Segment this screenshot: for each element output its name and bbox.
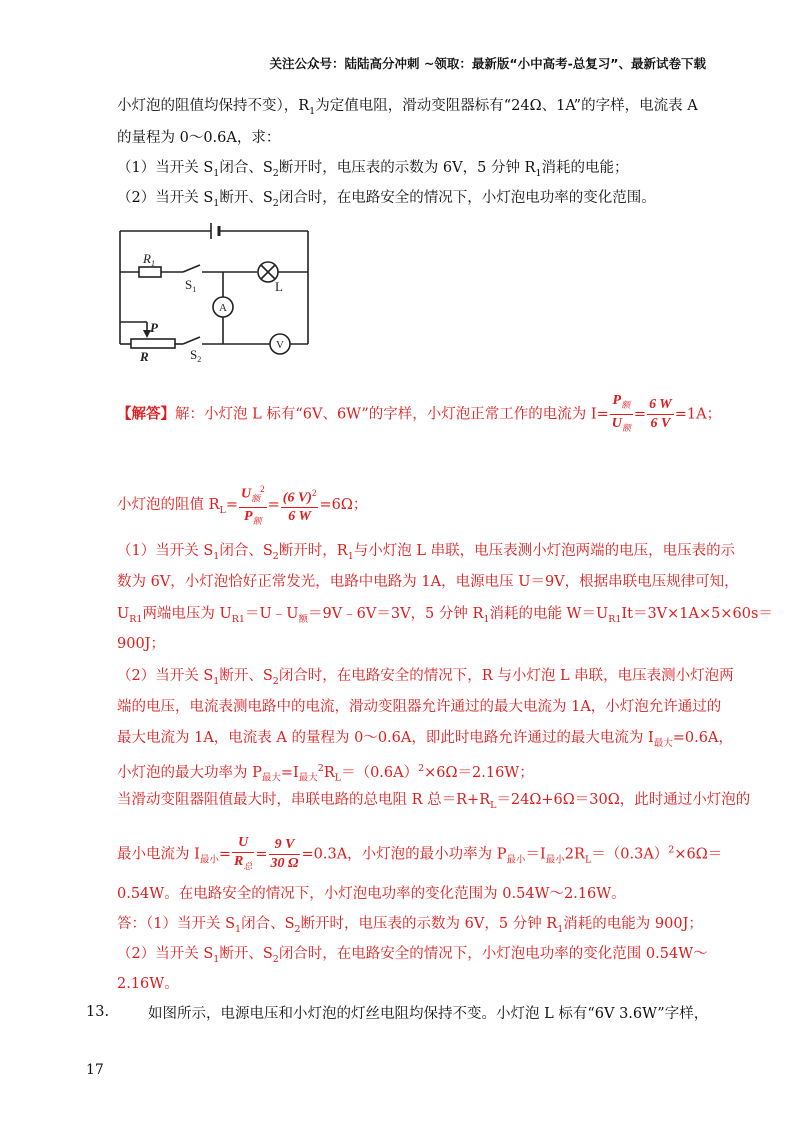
page-number: 17 (86, 1062, 104, 1078)
part1-line-3: $U_{R1}$两端电压为 $U_{R1}=U﹣U_额=9V﹣6V=3V$，5 分钟 $R_1$消耗的电能 $W=U_{R1}It=3V\times 1A\times 5\times 60s=$ (117, 606, 773, 625)
part1-line-2: 数为 6V，小灯泡恰好正常发光，电路中电路为 1A，电源电压 U＝9V，根据串联电压规律可知， (117, 574, 739, 590)
part2-line-5: 当滑动变阻器阻值最大时，串联电路的总电阻 R 总$=R+R_L=24\Omega+6\Omega=30\Omega$，此时通过小灯泡的 (117, 792, 751, 811)
question-13-text: 如图所示，电源电压和小灯泡的灯丝电阻均保持不变。小灯泡 L 标有“6V 3.6W”字样， (148, 1006, 709, 1022)
solution-line-1: 【解答】解：小灯泡 L 标有“6V、6W”的字样，小灯泡正常工作的电流为 I= $\frac{P_额}{U_额}$ = $\frac{6 W}{6 V}$ =1A； (117, 393, 722, 433)
switch-s2 (183, 337, 200, 344)
question-2: （2）当开关 $S_1$断开、$S_2$闭合时，在电路安全的情况下，小灯泡电功率的变化范围。 (117, 190, 656, 209)
r-label: R (140, 349, 149, 364)
part2-line-1: （2）当开关 $S_1$断开、$S_2$闭合时，在电路安全的情况下，R 与小灯泡 L 串联，电压表测小灯泡两 (117, 668, 734, 687)
p-label: P (150, 320, 158, 335)
voltmeter-label: V (276, 339, 284, 351)
s2-label: $S_2$ (190, 347, 202, 364)
switch-s1 (183, 265, 200, 272)
problem-line-1: 小灯泡的阻值均保持不变），$R_1$为定值电阻，滑动变阻器标有“24Ω、1A”的字样，电流表 A (117, 98, 698, 117)
solution-line-2: 小灯泡的阻值 $R_L=$ $\frac{U_额^2}{P_额}$ = $\frac{(6 V)^2}{6 W}$ =6Ω； (117, 480, 367, 530)
part2-line-6: 最小电流为 $I_{最小}=$ $\frac{U}{R_总}$ = $\frac{9 V}{30 \Omega}$ =0.3A，小灯泡的最小功率为 $P_{最小}=I_{最小}2R_L=(0.3A)^2\times 6\Omega=$ (117, 835, 723, 871)
part2-line-3: 最大电流为 1A，电流表 A 的量程为 0～0.6A，即此时电路允许通过的最大电流为 $I_{最大}=0.6A$， (117, 730, 733, 749)
resistor-r1 (139, 267, 161, 277)
page-header: 关注公众号：陆陆高分冲刺 ~领取：最新版“小中高考-总复习”、最新试卷下载 (269, 56, 706, 71)
problem-line-2: 的量程为 0～0.6A，求： (117, 130, 281, 146)
rheostat-r (131, 339, 175, 348)
part1-line-1: （1）当开关 $S_1$闭合、$S_2$断开时，$R_1$与小灯泡 L 串联，电压表测小灯泡两端的电压，电压表的示 (117, 543, 736, 562)
part2-line-4: 小灯泡的最大功率为 $P_{最大}=I_{最大}^2R_L=(0.6A)^2\times 6\Omega=2.16W$； (117, 763, 534, 784)
answer-line-3: 2.16W。 (117, 976, 179, 992)
answer-line-1: 答：（1）当开关 $S_1$闭合、$S_2$断开时，电压表的示数为 6V，5 分钟 $R_1$消耗的电能为 900J； (117, 916, 703, 935)
r1-label: $R_1$ (143, 251, 155, 268)
question-1: （1）当开关 $S_1$闭合、$S_2$断开时，电压表的示数为 6V，5 分钟 $R_1$消耗的电能； (117, 160, 629, 179)
question-13-number: 13. (86, 1004, 110, 1020)
circuit-diagram (105, 214, 325, 374)
lamp-label: L (275, 279, 283, 294)
ammeter-label: A (219, 302, 227, 314)
part2-line-7: 0.54W。在电路安全的情况下，小灯泡电功率的变化范围为 0.54W～2.16W。 (117, 886, 626, 902)
part1-line-4: 900J； (117, 636, 165, 652)
s1-label: $S_1$ (185, 277, 197, 294)
part2-line-2: 端的电压，电流表测电路中的电流，滑动变阻器允许通过的最大电流为 1A，小灯泡允许通过的 (117, 699, 722, 715)
answer-line-2: （2）当开关 $S_1$断开、$S_2$闭合时，在电路安全的情况下，小灯泡电功率的变化范围 0.54W～ (117, 946, 708, 965)
